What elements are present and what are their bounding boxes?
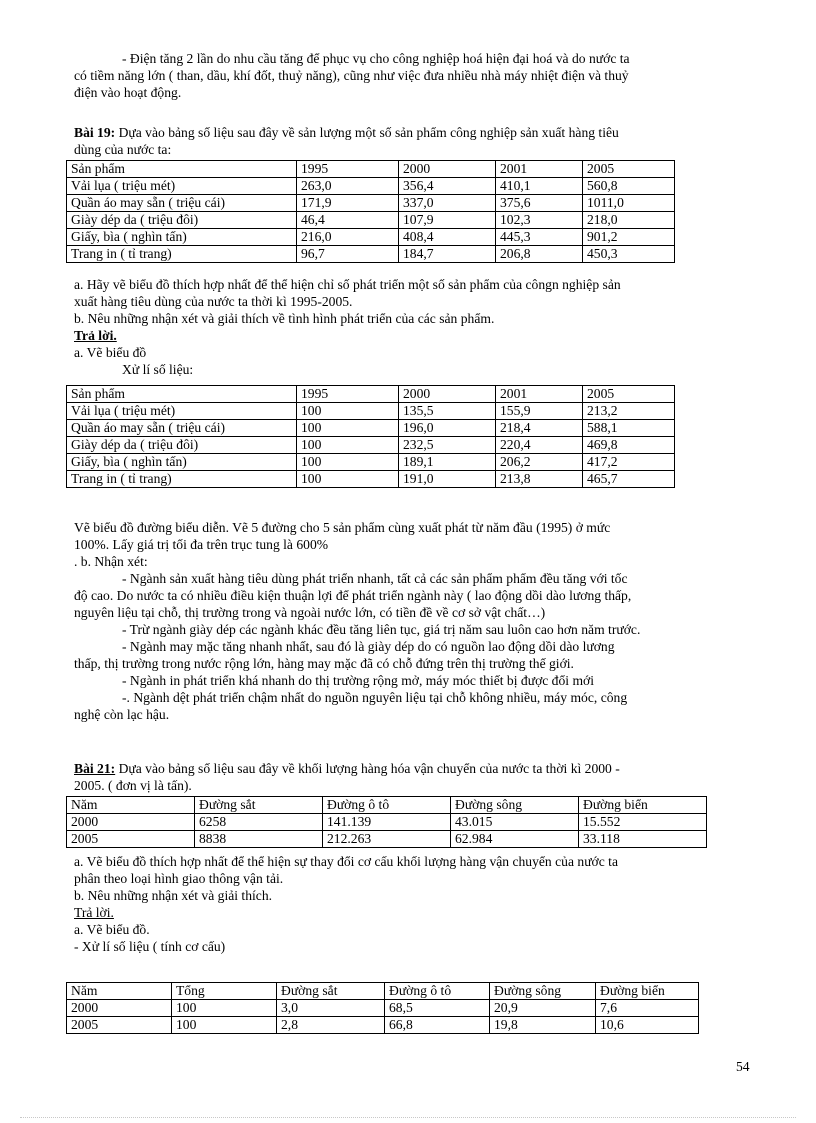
table-cell: 46,4 [297,212,399,229]
table-cell: 43.015 [451,814,579,831]
bai21-text-1: Dựa vào bảng số liệu sau đây về khối lượng hàng hóa vận chuyển của nước ta thời kì 2000 - [115,761,620,776]
header-cell: 2001 [496,161,583,178]
bai21-answer-a: a. Vẽ biểu đồ. [74,922,150,937]
table-cell: 100 [297,403,399,420]
table-cell: 19,8 [490,1017,596,1034]
table-cell: 1011,0 [583,195,675,212]
table-cell: Giấy, bìa ( nghìn tấn) [67,229,297,246]
table-cell: 356,4 [399,178,496,195]
bai19-heading [74,124,740,158]
table-cell: 155,9 [496,403,583,420]
table-cell: 2000 [67,814,195,831]
bai19-process-label: Xử lí số liệu: [122,362,194,377]
table-row [67,831,707,848]
bai21-question-a-1: a. Vẽ biểu đồ thích hợp nhất để thể hiện sự thay đổi cơ cấu khối lượng hàng vận chuyển của nước ta [74,854,618,869]
table-cell: 66,8 [385,1017,490,1034]
table-cell: Quần áo may sẵn ( triệu cái) [67,420,297,437]
header-cell: Đường ô tô [323,797,451,814]
bai19-remarks [74,519,740,723]
bai19-comment-5b: nghệ còn lạc hậu. [74,707,170,722]
table-cell: 6258 [195,814,323,831]
bai19-comment-1a: - Ngành sản xuất hàng tiêu dùng phát triển nhanh, tất cả các sản phẩm phẩm đều tăng với tốc [122,571,628,586]
table-row [67,178,675,195]
table-cell: 220,4 [496,437,583,454]
table-cell: Giấy, bìa ( nghìn tấn) [67,454,297,471]
bai19-label: Bài 19: [74,125,116,140]
bai21-text-2: 2005. ( đơn vị là tấn). [74,778,192,793]
page-number: 54 [736,1059,750,1074]
bai19-question-a-1: a. Hãy vẽ biểu đồ thích hợp nhất để thể hiện chỉ số phát triển một số sản phẩm của côngn nghiệp sản [74,277,621,292]
bai19-answer-a: a. Vẽ biểu đồ [74,345,147,360]
table-cell: 560,8 [583,178,675,195]
table-cell: 417,2 [583,454,675,471]
table-header-row [67,797,707,814]
bai19-draw-line-2: 100%. Lấy giá trị tối đa trên trục tung là 600% [74,537,329,552]
table-cell: 901,2 [583,229,675,246]
table-cell: Vải lụa ( triệu mét) [67,403,297,420]
bai19-remark-label: . b. Nhận xét: [74,554,148,569]
table-header-row [67,983,699,1000]
bai21-question-a-2: phân theo loại hình giao thông vận tải. [74,871,284,886]
bai19-index-table [66,385,675,488]
bai21-label: Bài 21: [74,761,116,776]
table-cell: 450,3 [583,246,675,263]
table-cell: 100 [297,420,399,437]
bai19-comment-1b: độ cao. Do nước ta có nhiều điều kiện thuận lợi để phát triển ngành này ( lao động dồi dào lương thấp, [74,588,632,603]
table-header-row [67,386,675,403]
table-cell: Giày dép da ( triệu đôi) [67,437,297,454]
bai21-structure-table [66,982,699,1034]
bai21-answer-label: Trả lời. [74,905,114,920]
page-bottom-divider [20,1117,796,1118]
bai19-text-2: dùng của nước ta: [74,142,172,157]
header-cell: Sản phẩm [67,386,297,403]
table-cell: 2000 [67,1000,172,1017]
table-cell: 206,2 [496,454,583,471]
header-cell: Đường sắt [195,797,323,814]
table-cell: 218,0 [583,212,675,229]
bai19-questions [74,276,740,378]
table-cell: 189,1 [399,454,496,471]
header-cell: 2000 [399,161,496,178]
table-cell: 232,5 [399,437,496,454]
table-cell: 469,8 [583,437,675,454]
table-cell: 2005 [67,831,195,848]
bai19-production-table [66,160,675,263]
bai19-comment-1c: nguyên liệu tại chỗ, thị trường trong và ngoài nước lớn, có tiền đề về cơ sở vật chất…) [74,605,546,620]
table-cell: 212.263 [323,831,451,848]
bai21-heading [74,760,740,794]
header-cell: Năm [67,797,195,814]
table-row [67,212,675,229]
table-cell: 465,7 [583,471,675,488]
bai19-comment-3b: thấp, thị trường trong nước rộng lớn, hàng may mặc đã có chỗ đứng trên thị trường thế giới. [74,656,574,671]
table-header-row [67,161,675,178]
header-cell: 1995 [297,386,399,403]
table-cell: 96,7 [297,246,399,263]
table-cell: 8838 [195,831,323,848]
table-cell: Giày dép da ( triệu đôi) [67,212,297,229]
table-cell: 206,8 [496,246,583,263]
table-cell: Quần áo may sẵn ( triệu cái) [67,195,297,212]
table-cell: 184,7 [399,246,496,263]
table-cell: 375,6 [496,195,583,212]
bai19-draw-line-1: Vẽ biểu đồ đường biểu diễn. Vẽ 5 đường cho 5 sản phẩm cùng xuất phát từ năm đầu (1995) ở mức [74,520,611,535]
header-cell: Đường sông [490,983,596,1000]
table-cell: 337,0 [399,195,496,212]
bai19-comment-3a: - Ngành may mặc tăng nhanh nhất, sau đó là giày dép do có nguồn lao động dồi dào lương [122,639,615,654]
bai21-cargo-table [66,796,707,848]
bai19-comment-2: - Trừ ngành giày dép các ngành khác đều tăng liên tục, giá trị năm sau luôn cao hơn năm trước. [122,622,641,637]
bai21-process-label: - Xử lí số liệu ( tính cơ cấu) [74,939,226,954]
bai19-comment-4: - Ngành in phát triển khá nhanh do thị trường rộng mở, máy móc thiết bị được đổi mới [122,673,594,688]
bai21-questions [74,853,740,955]
table-cell: 445,3 [496,229,583,246]
bai19-question-a-2: xuất hàng tiêu dùng của nước ta thời kì 1995-2005. [74,294,353,309]
table-cell: Trang in ( tỉ trang) [67,471,297,488]
table-row [67,1000,699,1017]
table-cell: 102,3 [496,212,583,229]
table-row [67,195,675,212]
table-row [67,814,707,831]
table-cell: 141.139 [323,814,451,831]
intro-line-2: có tiềm năng lớn ( than, dầu, khí đốt, thuỷ năng), cũng như việc đưa nhiều nhà máy nhiệt điện và thuỷ [74,68,629,83]
intro-line-1: - Điện tăng 2 lần do nhu cầu tăng để phục vụ cho công nghiệp hoá hiện đại hoá và do nước ta [122,51,630,66]
table-cell: 213,8 [496,471,583,488]
table-row [67,420,675,437]
table-cell: 100 [297,471,399,488]
table-cell: 2005 [67,1017,172,1034]
header-cell: Đường sông [451,797,579,814]
header-cell: 2001 [496,386,583,403]
bai19-question-b: b. Nêu những nhận xét và giải thích về tình hình phát triển của các sản phẩm. [74,311,495,326]
table-row [67,229,675,246]
table-cell: Vải lụa ( triệu mét) [67,178,297,195]
table-cell: 408,4 [399,229,496,246]
intro-paragraph [74,50,740,101]
header-cell: Sản phẩm [67,161,297,178]
table-row [67,437,675,454]
table-row [67,1017,699,1034]
table-cell: 10,6 [596,1017,699,1034]
table-cell: 2,8 [277,1017,385,1034]
header-cell: 2005 [583,161,675,178]
table-row [67,246,675,263]
table-cell: 196,0 [399,420,496,437]
header-cell: Đường biển [596,983,699,1000]
table-cell: 216,0 [297,229,399,246]
table-row [67,471,675,488]
bai19-answer-label: Trả lời. [74,328,117,343]
table-cell: 68,5 [385,1000,490,1017]
header-cell: Đường biển [579,797,707,814]
header-cell: 1995 [297,161,399,178]
table-cell: 100 [172,1017,277,1034]
header-cell: Đường sắt [277,983,385,1000]
header-cell: Năm [67,983,172,1000]
table-cell: 263,0 [297,178,399,195]
header-cell: 2000 [399,386,496,403]
header-cell: Đường ô tô [385,983,490,1000]
table-cell: 191,0 [399,471,496,488]
table-cell: 100 [172,1000,277,1017]
table-row [67,403,675,420]
table-cell: 107,9 [399,212,496,229]
table-cell: 135,5 [399,403,496,420]
header-cell: Tổng [172,983,277,1000]
table-cell: 218,4 [496,420,583,437]
table-cell: 3,0 [277,1000,385,1017]
table-cell: 62.984 [451,831,579,848]
table-cell: 100 [297,454,399,471]
table-cell: 410,1 [496,178,583,195]
table-cell: 33.118 [579,831,707,848]
table-cell: 100 [297,437,399,454]
table-cell: Trang in ( tỉ trang) [67,246,297,263]
table-row [67,454,675,471]
bai21-question-b: b. Nêu những nhận xét và giải thích. [74,888,273,903]
bai19-text-1: Dựa vào bảng số liệu sau đây về sản lượng một số sản phẩm công nghiệp sản xuất hàng tiêu [115,125,619,140]
header-cell: 2005 [583,386,675,403]
bai19-comment-5a: -. Ngành dệt phát triển chậm nhất do nguồn nguyên liệu tại chỗ không nhiều, máy móc, công [122,690,628,705]
table-cell: 7,6 [596,1000,699,1017]
table-cell: 588,1 [583,420,675,437]
table-cell: 171,9 [297,195,399,212]
table-cell: 15.552 [579,814,707,831]
intro-line-3: điện vào hoạt động. [74,85,182,100]
table-cell: 213,2 [583,403,675,420]
table-cell: 20,9 [490,1000,596,1017]
